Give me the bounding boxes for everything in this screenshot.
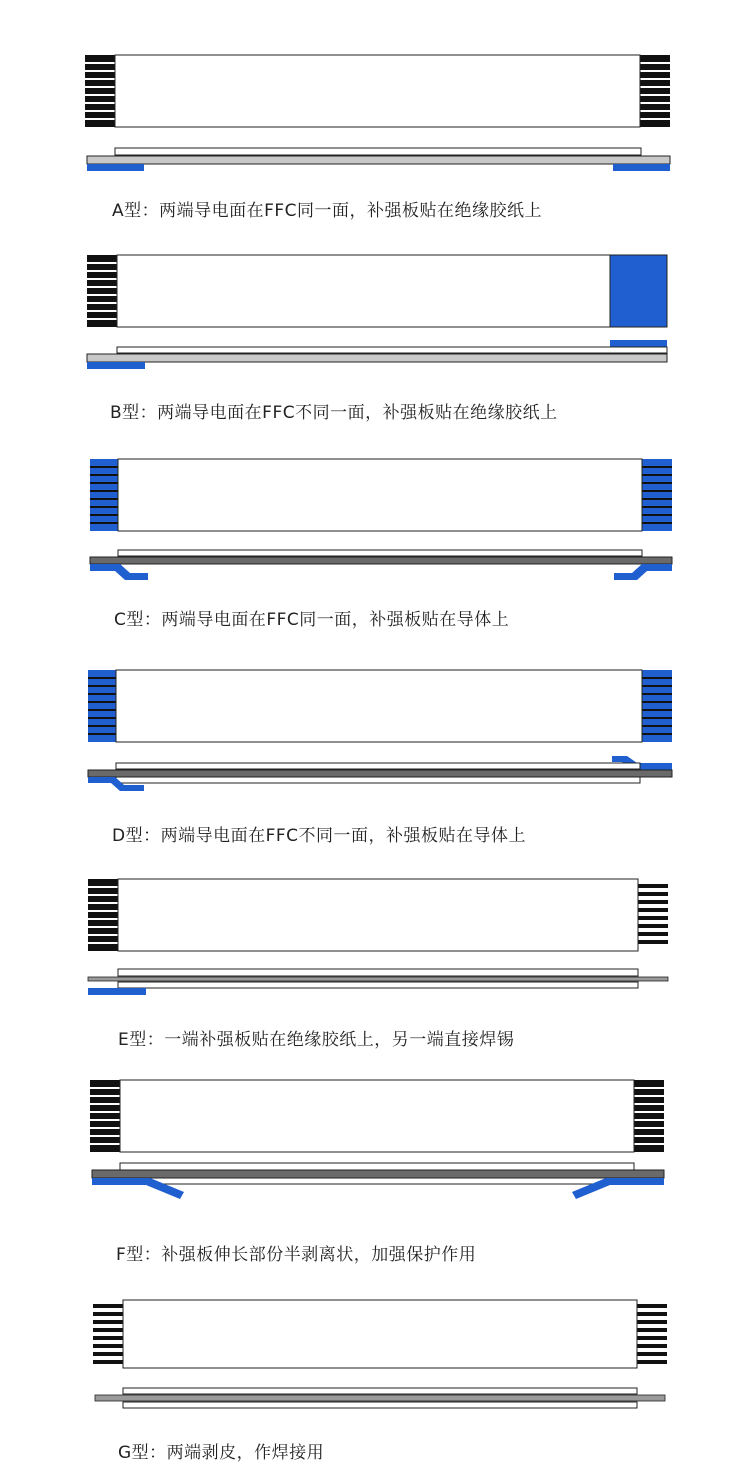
- ffc-type-b-side-view: [87, 340, 667, 369]
- ffc-type-g-top-view: [93, 1300, 667, 1368]
- ffc-type-d-top-view: [88, 670, 672, 742]
- ffc-type-f-top-view: [90, 1080, 664, 1152]
- ffc-type-e-side-view: [88, 969, 668, 995]
- caption-type-b: B型：两端导电面在FFC不同一面，补强板贴在绝缘胶纸上: [110, 403, 558, 423]
- ffc-type-a-side-view: [87, 148, 670, 171]
- ffc-type-g-right-conductors: [637, 1304, 667, 1364]
- ffc-type-b: [87, 255, 667, 369]
- caption-type-e: E型：一端补强板贴在绝缘胶纸上，另一端直接焊锡: [118, 1030, 515, 1050]
- ffc-type-a: [85, 55, 670, 171]
- ffc-type-d: [88, 670, 672, 791]
- caption-type-f: F型：补强板伸长部份半剥离状，加强保护作用: [116, 1245, 477, 1265]
- ffc-type-g-left-conductors: [93, 1304, 123, 1364]
- ffc-type-c: [90, 459, 672, 580]
- ffc-type-c-side-view: [90, 550, 672, 580]
- ffc-type-a-top-view: [85, 55, 670, 127]
- ffc-type-e-top-view: [88, 879, 668, 951]
- caption-type-c: C型：两端导电面在FFC同一面，补强板贴在导体上: [114, 610, 510, 630]
- ffc-type-g-side-view: [95, 1388, 665, 1408]
- ffc-type-g: [93, 1300, 667, 1408]
- ffc-type-b-top-view: [87, 255, 667, 327]
- caption-type-d: D型：两端导电面在FFC不同一面，补强板贴在导体上: [112, 826, 527, 846]
- caption-type-g: G型：两端剥皮，作焊接用: [118, 1443, 325, 1463]
- ffc-type-e: [88, 879, 668, 995]
- ffc-type-f-side-view: [92, 1163, 664, 1199]
- ffc-type-e-exposed-conductors: [638, 884, 668, 944]
- ffc-type-c-top-view: [90, 459, 672, 531]
- ffc-type-f: [90, 1080, 664, 1199]
- ffc-type-d-side-view: [88, 756, 672, 791]
- caption-type-a: A型：两端导电面在FFC同一面，补强板贴在绝缘胶纸上: [112, 201, 543, 221]
